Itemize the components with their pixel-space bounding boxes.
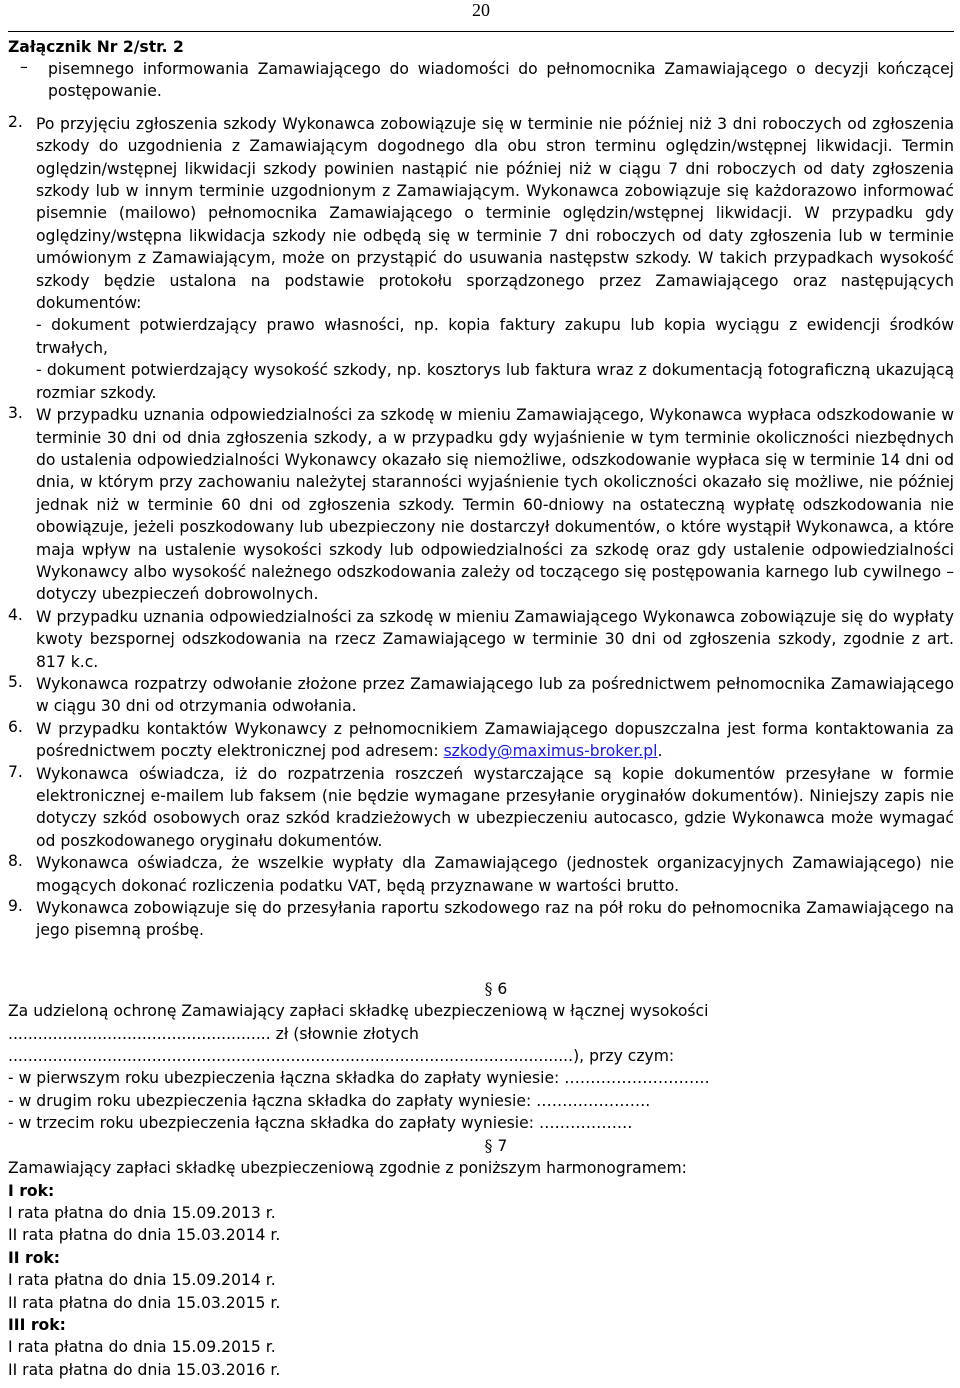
dash-marker: –	[20, 58, 28, 76]
spacer	[8, 942, 954, 978]
list-item	[8, 852, 954, 897]
email-link[interactable]: szkody@maximus-broker.pl	[443, 742, 658, 761]
item-paragraph: Po przyjęciu zgłoszenia szkody Wykonawca zobowiązuje się w terminie nie później niż 3 dni roboczych od zgłoszenia szkody do uzgodnienia z Zamawiającym dogodnego dla obu stron terminu oględzin/wstępnej likwidacji. Termin oględzin/wstępnej likwidacji szkody powinien nastąpić nie później niż w ciągu 7 dni roboczych od daty zgłoszenia szkody lub w innym terminie uzgodnionym z Zamawiającym. Wykonawca zobowiązuje się każdorazowo informować pisemnie (mailowo) pełnomocnika Zamawiającego o terminie oględzin/wstępnej likwidacji. W przypadku gdy oględziny/wstępna likwidacja szkody nie odbędą się w terminie 7 dni roboczych od daty zgłoszenia lub w terminie umówionym z Zamawiającym, może on przystąpić do usuwania następstw szkody. W takich przypadkach wysokość szkody będzie ustalona na podstawie protokołu sporządzonego przez Zamawiającego oraz następujących dokumentów:	[36, 114, 954, 313]
page-number: 20	[472, 0, 490, 20]
numbered-list	[8, 113, 954, 718]
item-paragraph: W przypadku uznania odpowiedzialności za szkodę w mieniu Zamawiającego Wykonawca zobowiązuje się do wypłaty kwoty bezspornej odszkodowania na rzecz Zamawiającego w terminie 30 dni od zgłoszenia szkody, zgodnie z art. 817 k.c.	[36, 607, 954, 671]
list-item	[8, 113, 954, 404]
item-body	[36, 673, 954, 718]
item-text	[36, 718, 954, 763]
rate-line: I rata płatna do dnia 15.09.2015 r.	[8, 1338, 276, 1357]
section-6-line: - w drugim roku ubezpieczenia łączna składka do zapłaty wyniesie: ………………….	[8, 1091, 651, 1110]
item-number: 9.	[8, 897, 23, 916]
dash-list-item	[8, 58, 954, 103]
item-paragraph: Wykonawca rozpatrzy odwołanie złożone przez Zamawiającego lub za pośrednictwem pełnomocnika Zamawiającego w ciągu 30 dni od otrzymania odwołania.	[36, 674, 954, 716]
rate-line: I rata płatna do dnia 15.09.2013 r.	[8, 1203, 276, 1222]
item-body	[36, 606, 954, 673]
item-number: 4.	[8, 605, 23, 624]
list-item-6	[8, 718, 954, 763]
rate-line: II rata płatna do dnia 15.03.2014 r.	[8, 1226, 281, 1245]
section-7-intro: Zamawiający zapłaci składkę ubezpieczeniową zgodnie z poniższym harmonogramem:	[8, 1159, 687, 1178]
item-text: Wykonawca oświadcza, iż do rozpatrzenia roszczeń wystarczające są kopie dokumentów przesyłane w formie elektronicznej e-mailem lub faksem (nie będzie wymagane przesyłanie oryginałów dokumentów). Niniejszy zapis nie dotyczy szkód osobowych oraz szkód kradzieżowych w ubezpieczeniu autocasco, gdzie Wykonawca może wymagać od poszkodowanego oryginału dokumentów.	[36, 764, 954, 850]
list-item	[8, 404, 954, 606]
item-text-after: .	[657, 742, 663, 761]
list-item	[8, 606, 954, 673]
item-text: Wykonawca oświadcza, że wszelkie wypłaty dla Zamawiającego (jednostek organizacyjnych Zamawiającego) nie mogących dokonać rozliczenia podatku VAT, będą przyznawane w wartości brutto.	[36, 854, 954, 895]
item-number: 3.	[8, 404, 23, 423]
section-7-heading	[38, 1135, 954, 1157]
rate-line: II rata płatna do dnia 15.03.2015 r.	[8, 1293, 281, 1312]
item-number: 7.	[8, 762, 23, 781]
item-paragraph: - dokument potwierdzający wysokość szkody, np. kosztorys lub faktura wraz z dokumentacją fotograficzną ukazującą rozmiar szkody.	[36, 361, 954, 402]
section-6-heading	[38, 978, 954, 1000]
item-paragraph: - dokument potwierdzający prawo własności, np. kopia faktury zakupu lub kopia wyciągu z ewidencji środków trwałych,	[36, 316, 954, 357]
dash-item-text: pisemnego informowania Zamawiającego do wiadomości do pełnomocnika Zamawiającego o decyzji kończącej postępowanie.	[48, 60, 954, 101]
list-item	[8, 897, 954, 942]
list-item	[8, 763, 954, 853]
section-6-line: - w pierwszym roku ubezpieczenia łączna składka do zapłaty wyniesie: ……………………….	[8, 1069, 710, 1088]
section-6-body	[8, 1000, 954, 1134]
item-body	[36, 404, 954, 606]
item-paragraph: W przypadku uznania odpowiedzialności za szkodę w mieniu Zamawiającego, Wykonawca wypłaca odszkodowanie w terminie 30 dni od dnia zgłoszenia szkody, a w przypadku gdy wyjaśnienie w tym terminie okoliczności niezbędnych do ustalenia odpowiedzialności Wykonawcy okazało się niemożliwe, odszkodowanie wypłaca się w terminie 14 dni od dnia, w którym przy zachowaniu należytej staranności wyjaśnienie tych okoliczności okazało się możliwe, nie później jednak niż w terminie 60 dni od zgłoszenia szkody. Termin 60-dniowy na ostateczną wypłatę odszkodowania nie obowiązuje, jeżeli poszkodowany lub ubezpieczony nie dostarczył dokumentów, o które wystąpił Wykonawca, a które maja wpływ na ustalenie wysokości szkody lub odpowiedzialności za szkodę oraz gdy ustalenie odpowiedzialności Wykonawcy albo wysokość należnego odszkodowania zależy od toczącego się postępowania karnego lub cywilnego – dotyczy ubezpieczeń dobrowolnych.	[36, 406, 954, 604]
spacer	[8, 103, 954, 113]
year-label: II rok:	[8, 1248, 61, 1267]
item-body	[36, 113, 954, 404]
item-number: 8.	[8, 852, 23, 871]
section-symbol: §	[484, 1136, 493, 1155]
rate-line: I rata płatna do dnia 15.09.2014 r.	[8, 1271, 276, 1290]
item-text: Wykonawca zobowiązuje się do przesyłania raportu szkodowego raz na pół roku do pełnomocnika Zamawiającego na jego pisemną prośbę.	[36, 899, 954, 940]
rate-line: II rata płatna do dnia 15.03.2016 r.	[8, 1360, 281, 1379]
header-rule	[8, 31, 954, 32]
section-number: 7	[497, 1136, 508, 1155]
section-6-line: ..................................................................................................................), przy czym:	[8, 1047, 675, 1066]
section-symbol: §	[484, 979, 493, 998]
year-label: I rok:	[8, 1181, 55, 1200]
section-6-line: Za udzieloną ochronę Zamawiający zapłaci składkę ubezpieczeniową w łącznej wysokości	[8, 1002, 709, 1021]
year-label: III rok:	[8, 1315, 66, 1334]
section-6-line: ..................................................... zł (słownie złotych	[8, 1024, 419, 1043]
item-number: 6.	[8, 717, 23, 736]
numbered-list-continued	[8, 763, 954, 942]
item-text-before: W przypadku kontaktów Wykonawcy z pełnomocnikiem Zamawiającego dopuszczalna jest forma kontaktowania za pośrednictwem poczty elektronicznej pod adresem:	[36, 719, 954, 761]
list-item	[8, 673, 954, 718]
document-body	[8, 36, 954, 1381]
payment-schedule	[8, 1180, 954, 1382]
item-number: 2.	[8, 112, 23, 131]
section-6-line: - w trzecim roku ubezpieczenia łączna składka do zapłaty wyniesie: ………………	[8, 1114, 633, 1133]
attachment-heading: Załącznik Nr 2/str. 2	[8, 38, 184, 56]
item-number: 5.	[8, 672, 23, 691]
section-number: 6	[497, 979, 508, 998]
